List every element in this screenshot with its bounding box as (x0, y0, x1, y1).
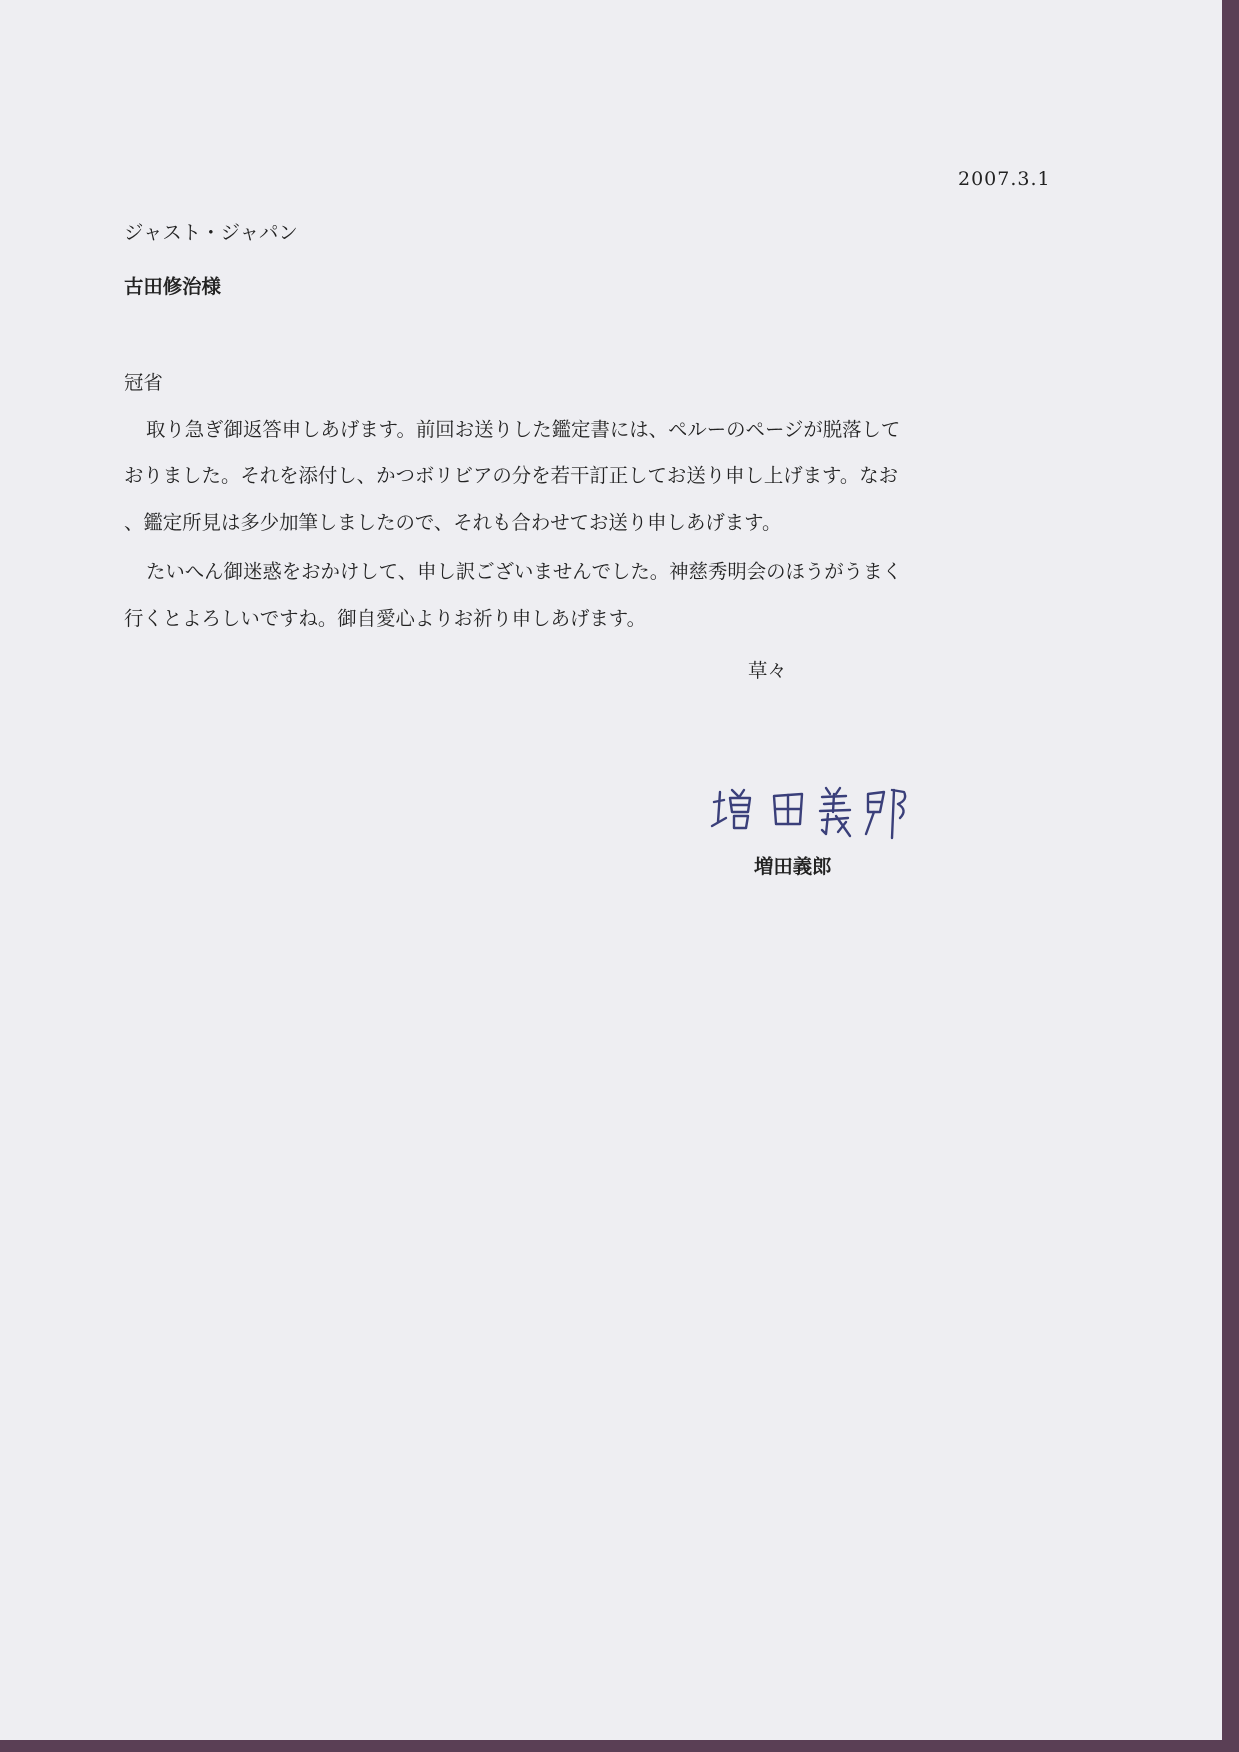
body-line: 行くとよろしいですね。御自愛心よりお祈り申しあげます。 (124, 607, 646, 630)
closing: 草々 (748, 659, 787, 682)
letter-date: 2007.3.1 (958, 168, 1051, 190)
page-edge-right (1222, 0, 1239, 1752)
body-line: 取り急ぎ御返答申しあげます。前回お送りした鑑定書には、ペルーのページが脱落して (146, 418, 901, 441)
handwritten-signature (708, 782, 933, 842)
sender-name: 増田義郎 (754, 855, 832, 878)
salutation: 冠省 (124, 371, 163, 394)
body-line: 、鑑定所見は多少加筆しましたので、それも合わせてお送り申しあげます。 (124, 511, 782, 534)
recipient-name: 古田修治様 (124, 275, 221, 298)
body-line: おりました。それを添付し、かつボリビアの分を若干訂正してお送り申し上げます。なお (124, 464, 899, 487)
recipient-company: ジャスト・ジャパン (124, 221, 298, 244)
body-line: たいへん御迷惑をおかけして、申し訳ございませんでした。神慈秀明会のほうがうまく (146, 560, 902, 583)
page-edge-bottom (0, 1740, 1239, 1752)
